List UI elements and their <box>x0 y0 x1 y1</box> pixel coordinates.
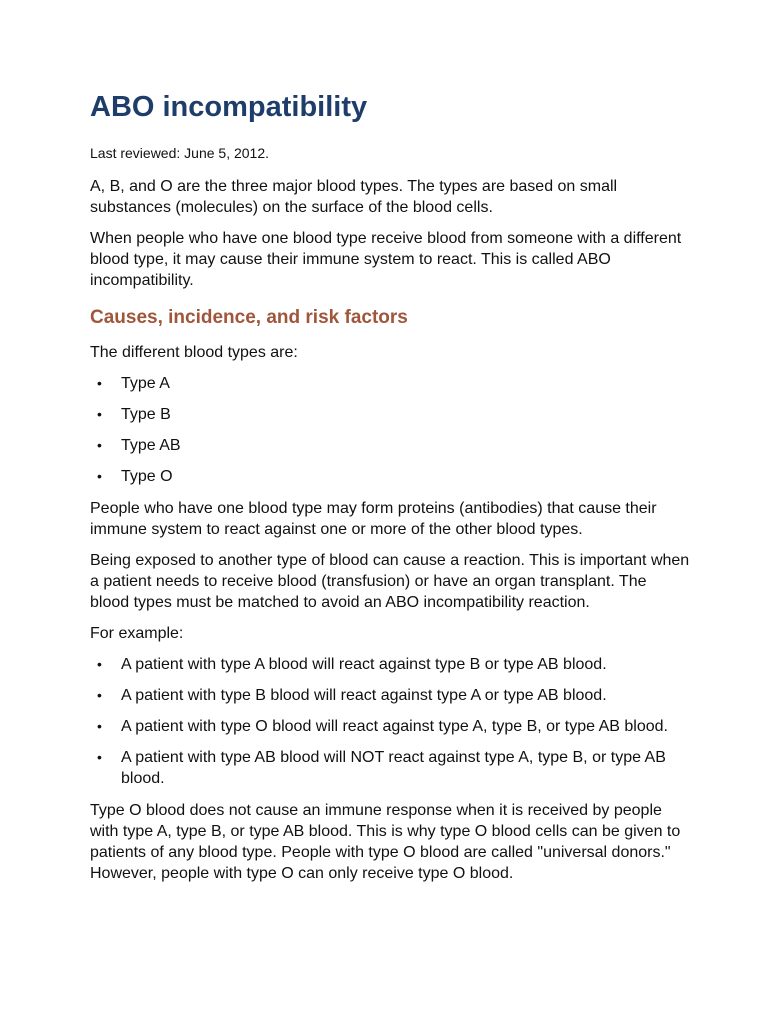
intro-paragraph: A, B, and O are the three major blood types. The types are based on small substances (molecules) on the surface of the blood cells. <box>90 178 618 216</box>
list-item: • Type O <box>97 468 173 485</box>
last-reviewed-date: Last reviewed: June 5, 2012. <box>90 145 270 161</box>
bullet-icon: • <box>97 437 102 453</box>
list-item: • A patient with type B blood will react against type A or type AB blood. <box>97 687 607 704</box>
list-item: • A patient with type A blood will react against type B or type AB blood. <box>97 656 607 673</box>
list-item: • Type AB <box>97 437 181 454</box>
page-title: ABO incompatibility <box>90 91 368 123</box>
bullet-icon: • <box>97 687 102 703</box>
list-item: • Type B <box>97 406 171 423</box>
exposure-paragraph: Being exposed to another type of blood can cause a reaction. This is important when a patient needs to receive blood (transfusion) or have an organ transplant. The blood types must be matched to avoid an ABO incompatibility reaction. <box>90 552 690 611</box>
examples-list <box>90 654 690 789</box>
bullet-icon: • <box>97 406 102 422</box>
section-heading: Causes, incidence, and risk factors <box>90 307 408 328</box>
article <box>90 86 690 884</box>
bullet-icon: • <box>97 656 102 672</box>
intro-paragraph: When people who have one blood type receive blood from someone with a different blood type, it may cause their immune system to react. This is called ABO incompatibility. <box>90 230 682 289</box>
example-intro: For example: <box>90 625 184 642</box>
closing-paragraph: Type O blood does not cause an immune response when it is received by people with type A, type B, or type AB blood. This is why type O blood cells can be given to patients of any blood type. People with type O blood are called "universal donors." However, people with type O can only receive type O blood. <box>90 802 681 882</box>
bullet-icon: • <box>97 375 102 391</box>
blood-types-intro: The different blood types are: <box>90 344 298 361</box>
list-item: • A patient with type O blood will react against type A, type B, or type AB blood. <box>97 718 668 735</box>
bullet-icon: • <box>97 718 102 734</box>
list-item: • Type A <box>97 375 170 392</box>
bullet-icon: • <box>97 749 102 765</box>
antibodies-paragraph: People who have one blood type may form proteins (antibodies) that cause their immune system to react against one or more of the other blood types. <box>90 500 657 538</box>
blood-types-list <box>90 373 690 487</box>
bullet-icon: • <box>97 468 102 484</box>
list-item: • A patient with type AB blood will NOT react against type A, type B, or type AB blood. <box>97 749 666 787</box>
